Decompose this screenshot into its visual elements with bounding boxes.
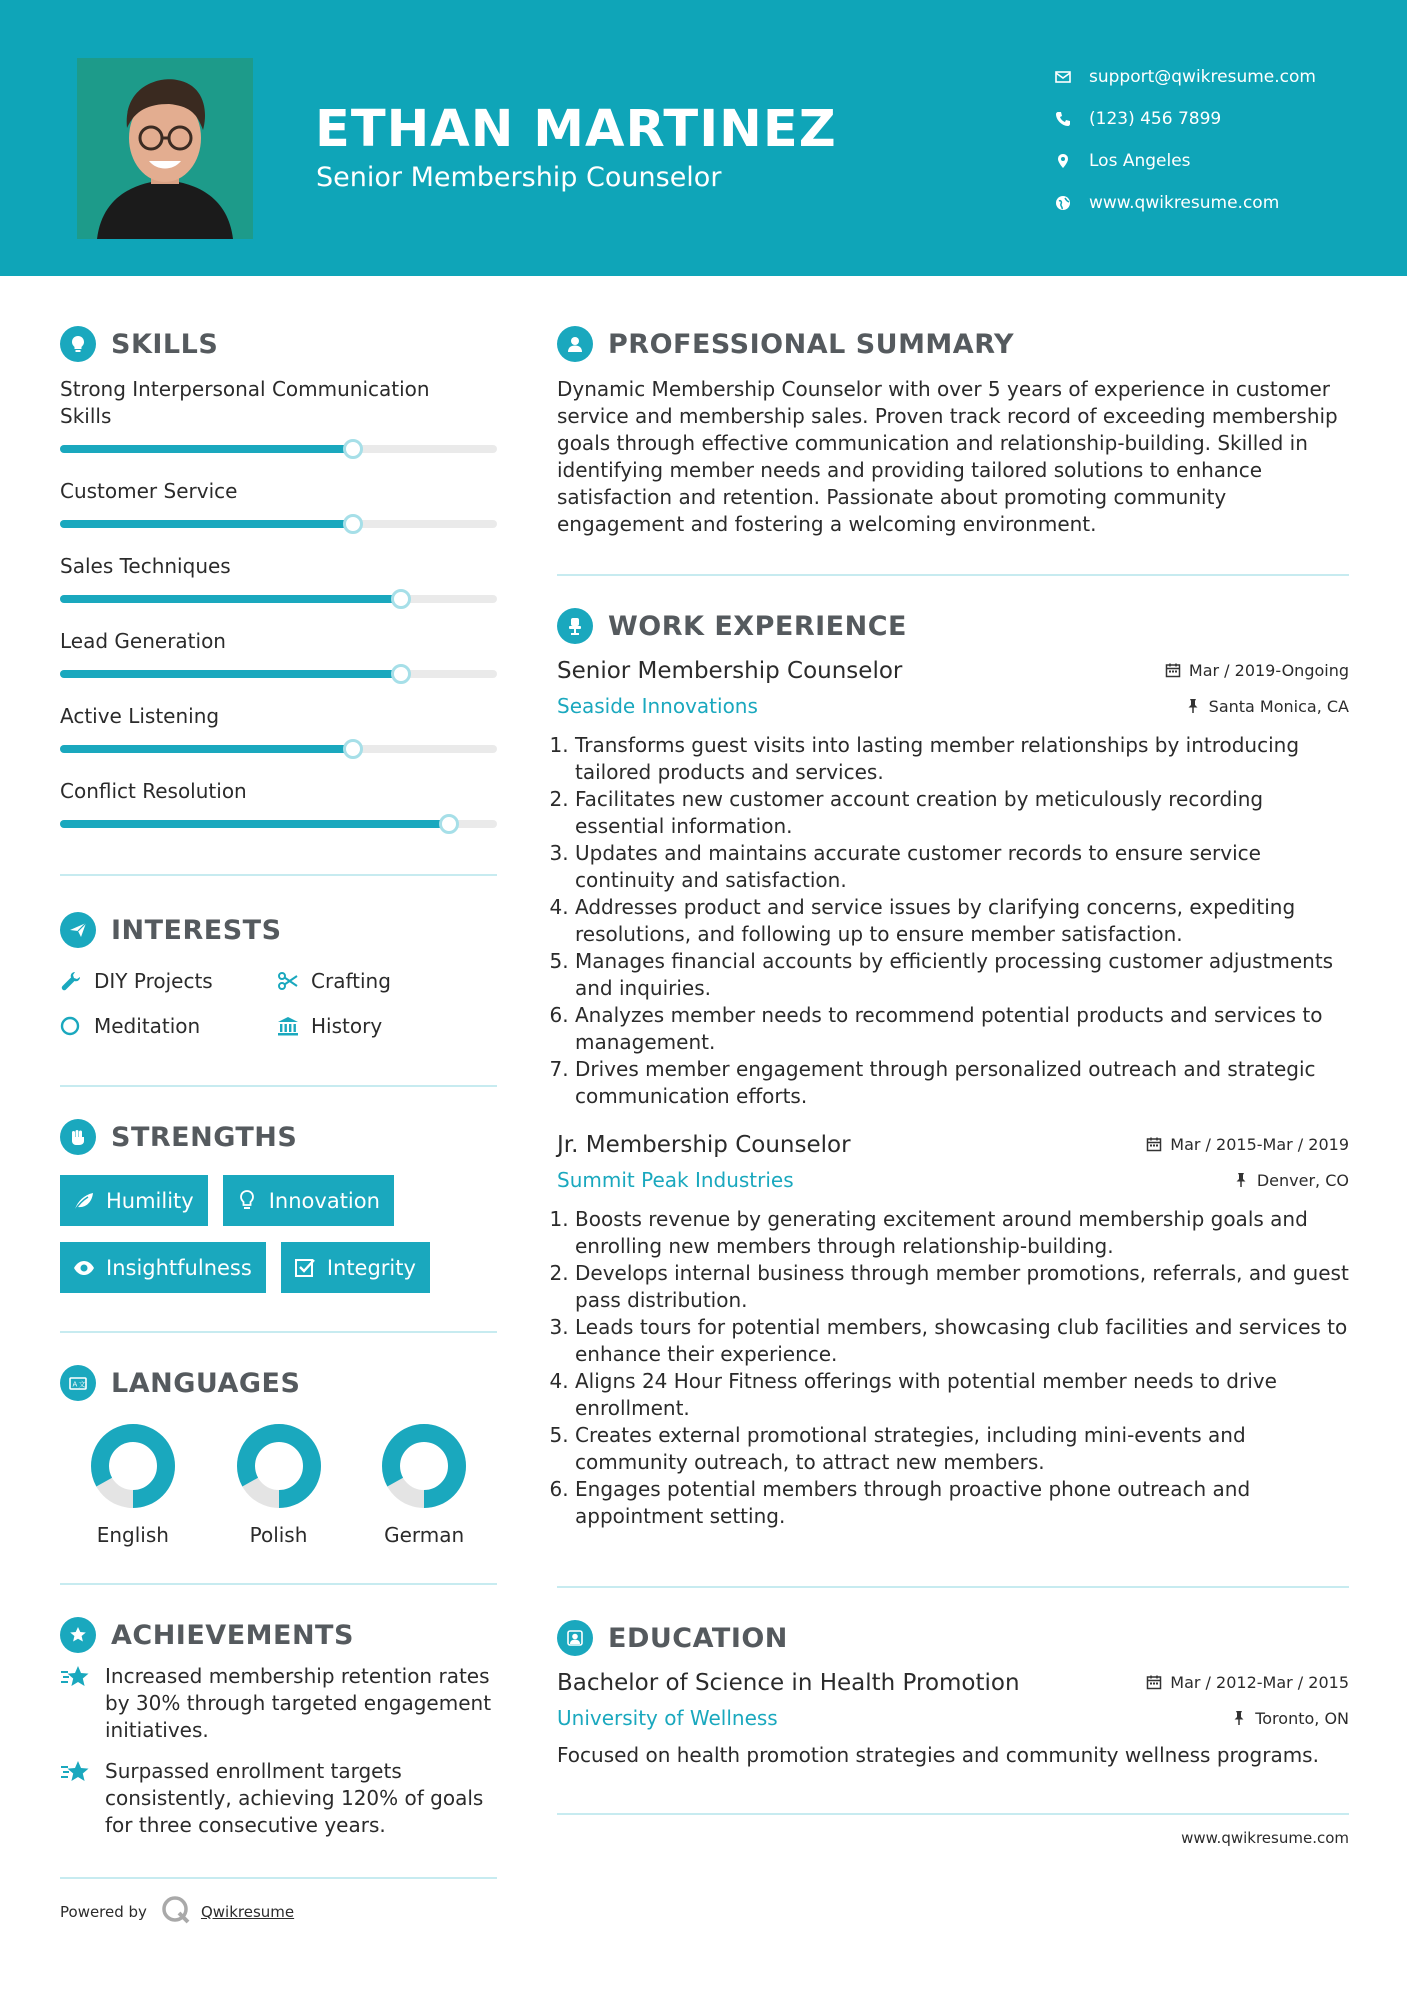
qwikresume-link[interactable]: Qwikresume <box>200 1903 295 1921</box>
experience-heading: WORK EXPERIENCE <box>608 610 907 642</box>
interest-item <box>60 968 277 993</box>
section-divider <box>60 1085 497 1087</box>
job-title: Jr. Membership Counselor <box>557 1132 851 1158</box>
contact-location <box>1055 140 1385 182</box>
powered-by <box>60 1895 497 1929</box>
section-divider <box>60 874 497 876</box>
language-item <box>206 1423 352 1547</box>
star-icon <box>60 1758 105 1839</box>
wrench-icon <box>60 970 94 992</box>
pushpin-icon <box>1185 698 1201 714</box>
section-divider <box>60 1877 497 1879</box>
achievement-text: Surpassed enrollment targets consistently, achieving 120% of goals for three consecutive years. <box>105 1759 484 1837</box>
footer-website[interactable]: www.qwikresume.com <box>1181 1829 1349 1847</box>
skill-level-fill <box>60 745 353 753</box>
duty-item: 6. Analyzes member needs to recommend potential products and services to management. <box>575 1002 1349 1056</box>
skills-section <box>60 324 497 828</box>
job-location <box>1185 697 1349 716</box>
languages-heading: LANGUAGES <box>111 1367 301 1399</box>
phone-text: (123) 456 7899 <box>1089 109 1222 129</box>
paper-plane-icon <box>60 912 96 948</box>
summary-heading: PROFESSIONAL SUMMARY <box>608 328 1015 360</box>
summary-section <box>557 324 1349 538</box>
education-heading: EDUCATION <box>608 1622 788 1654</box>
duty-item: 2. Develops internal business through member promotions, referrals, and guest pass distribution. <box>575 1260 1349 1314</box>
lightbulb-icon <box>60 326 96 362</box>
education-description: Focused on health promotion strategies and community wellness programs. <box>557 1743 1319 1767</box>
strengths-section <box>60 1117 497 1293</box>
job-date-text: Mar / 2015-Mar / 2019 <box>1170 1134 1349 1154</box>
skill-level-bar <box>60 445 497 453</box>
skill-level-bar <box>60 820 497 828</box>
duty-item: 3. Leads tours for potential members, showcasing club facilities and services to enhance their experience. <box>575 1314 1349 1368</box>
globe-icon <box>1055 195 1089 211</box>
contact-list <box>1055 56 1385 224</box>
candidate-name: ETHAN MARTINEZ <box>315 100 837 159</box>
school-name: University of Wellness <box>557 1706 778 1730</box>
skill-item <box>60 628 497 678</box>
job-entry <box>557 1132 1349 1530</box>
summary-text: Dynamic Membership Counselor with over 5 years of experience in customer service and membership sales. Proven track record of exceeding membership goals through effective communication and relationship-building. Skilled in identifying member needs and providing tailored solutions to enhance satisfaction and retention. Passionate about promoting community engagement and fostering a welcoming environment. <box>557 377 1338 536</box>
experience-section <box>557 606 1349 1530</box>
skill-item <box>60 376 497 453</box>
location-text: Los Angeles <box>1089 151 1191 171</box>
skill-level-bar <box>60 595 497 603</box>
skill-level-handle <box>343 514 363 534</box>
skill-label: Lead Generation <box>60 629 226 653</box>
skill-level-handle <box>439 814 459 834</box>
section-divider <box>60 1331 497 1333</box>
resume-header <box>0 0 1407 276</box>
skill-level-bar <box>60 745 497 753</box>
section-divider <box>557 1586 1349 1588</box>
strength-label: Insightfulness <box>106 1255 252 1280</box>
achievement-item <box>60 1663 497 1744</box>
skill-label: Active Listening <box>60 704 220 728</box>
pushpin-icon <box>1231 1710 1247 1726</box>
skill-level-fill <box>60 670 401 678</box>
education-location-text: Toronto, ON <box>1255 1708 1349 1728</box>
calendar-icon <box>1146 1674 1162 1690</box>
strength-chip <box>60 1175 208 1226</box>
website-text: www.qwikresume.com <box>1089 193 1280 213</box>
interests-section <box>60 910 497 1038</box>
languages-list <box>60 1423 497 1547</box>
job-duties <box>557 1206 1349 1530</box>
duty-item: 4. Addresses product and service issues by clarifying concerns, expediting resolutions, and following up to ensure member satisfaction. <box>575 894 1349 948</box>
email-text: support@qwikresume.com <box>1089 67 1316 87</box>
profile-photo <box>77 58 253 239</box>
skill-level-handle <box>391 589 411 609</box>
calendar-icon <box>1165 662 1181 678</box>
envelope-icon <box>1055 69 1089 85</box>
skill-level-handle <box>343 739 363 759</box>
strengths-heading: STRENGTHS <box>111 1121 298 1153</box>
duty-item: 6. Engages potential members through proactive phone outreach and appointment setting. <box>575 1476 1349 1530</box>
scissors-icon <box>277 970 311 992</box>
skill-level-handle <box>343 439 363 459</box>
company-name: Summit Peak Industries <box>557 1168 794 1192</box>
right-column <box>557 276 1349 1847</box>
skill-level-fill <box>60 820 449 828</box>
map-pin-icon <box>1055 153 1089 169</box>
job-date <box>1146 1135 1349 1154</box>
skills-list <box>60 376 497 828</box>
interests-heading: INTERESTS <box>111 914 282 946</box>
section-divider <box>557 574 1349 576</box>
strength-label: Innovation <box>268 1188 380 1213</box>
education-date <box>1146 1673 1349 1692</box>
job-location-text: Denver, CO <box>1256 1170 1349 1190</box>
strength-label: Humility <box>106 1188 194 1213</box>
job-location <box>1233 1171 1349 1190</box>
job-duties <box>557 732 1349 1110</box>
lightbulb-icon <box>235 1189 259 1213</box>
duty-item: 3. Updates and maintains accurate customer records to ensure service continuity and satisfaction. <box>575 840 1349 894</box>
skill-level-handle <box>391 664 411 684</box>
duty-item: 4. Aligns 24 Hour Fitness offerings with potential member needs to drive enrollment. <box>575 1368 1349 1422</box>
candidate-title: Senior Membership Counselor <box>316 162 722 193</box>
strength-chip <box>60 1242 266 1293</box>
svg-text:A: A <box>72 1380 78 1389</box>
language-item <box>60 1423 206 1547</box>
star-badge-icon <box>60 1617 96 1653</box>
circle-icon <box>60 1015 94 1037</box>
interest-item <box>60 1013 277 1038</box>
achievements-heading: ACHIEVEMENTS <box>111 1619 354 1651</box>
contact-website[interactable] <box>1055 182 1385 224</box>
leaf-icon <box>72 1189 96 1213</box>
language-label: German <box>384 1523 465 1547</box>
user-icon <box>557 326 593 362</box>
skill-label: Strong Interpersonal Communication Skills <box>60 377 430 428</box>
left-column <box>60 276 497 1929</box>
calendar-icon <box>1146 1136 1162 1152</box>
language-label: Polish <box>249 1523 308 1547</box>
skill-level-bar <box>60 670 497 678</box>
language-donut <box>236 1423 322 1509</box>
interest-item <box>277 1013 497 1038</box>
achievements-section <box>60 1615 497 1839</box>
job-title: Senior Membership Counselor <box>557 658 903 684</box>
qwikresume-logo-icon <box>161 1895 191 1929</box>
skill-level-fill <box>60 445 353 453</box>
checkbox-icon <box>293 1256 317 1280</box>
education-section <box>557 1618 1349 1769</box>
skills-heading: SKILLS <box>111 328 219 360</box>
education-date-text: Mar / 2012-Mar / 2015 <box>1170 1672 1349 1692</box>
contact-phone[interactable] <box>1055 98 1385 140</box>
company-name: Seaside Innovations <box>557 694 758 718</box>
strengths-list <box>60 1175 497 1293</box>
language-label: English <box>96 1523 169 1547</box>
strength-chip <box>223 1175 394 1226</box>
job-entry <box>557 658 1349 1110</box>
duty-item: 5. Manages financial accounts by efficiently processing customer adjustments and inquiries. <box>575 948 1349 1002</box>
pushpin-icon <box>1233 1172 1249 1188</box>
avatar <box>77 58 253 239</box>
skill-level-fill <box>60 520 353 528</box>
phone-icon <box>1055 111 1089 127</box>
job-location-text: Santa Monica, CA <box>1208 696 1349 716</box>
duty-item: 7. Drives member engagement through personalized outreach and strategic communication efforts. <box>575 1056 1349 1110</box>
section-divider <box>557 1813 1349 1815</box>
achievement-text: Increased membership retention rates by 30% through targeted engagement initiatives. <box>105 1664 492 1742</box>
skill-level-bar <box>60 520 497 528</box>
strength-chip <box>281 1242 430 1293</box>
degree-title: Bachelor of Science in Health Promotion <box>557 1670 1020 1696</box>
interest-label: Crafting <box>311 968 391 993</box>
fist-icon <box>60 1119 96 1155</box>
chair-icon <box>557 608 593 644</box>
star-icon <box>60 1663 105 1744</box>
interest-label: DIY Projects <box>94 968 213 993</box>
section-divider <box>60 1583 497 1585</box>
language-donut <box>90 1423 176 1509</box>
achievement-item <box>60 1758 497 1839</box>
duty-item: 1. Transforms guest visits into lasting member relationships by introducing tailored products and services. <box>575 732 1349 786</box>
skill-item <box>60 478 497 528</box>
interest-label: History <box>311 1013 383 1038</box>
duty-item: 1. Boosts revenue by generating excitement around membership goals and enrolling new members through relationship-building. <box>575 1206 1349 1260</box>
graduate-icon <box>557 1620 593 1656</box>
skill-label: Sales Techniques <box>60 554 231 578</box>
skill-item <box>60 703 497 753</box>
interest-label: Meditation <box>94 1013 201 1038</box>
languages-section <box>60 1363 497 1547</box>
translate-icon <box>60 1365 96 1401</box>
contact-email[interactable] <box>1055 56 1385 98</box>
interests-list <box>60 968 497 1038</box>
skill-item <box>60 778 497 828</box>
duty-item: 2. Facilitates new customer account creation by meticulously recording essential information. <box>575 786 1349 840</box>
strength-label: Integrity <box>326 1255 416 1280</box>
powered-by-label: Powered by <box>60 1903 147 1921</box>
education-location <box>1231 1709 1349 1728</box>
skill-label: Customer Service <box>60 479 238 503</box>
bank-icon <box>277 1015 311 1037</box>
svg-text:文: 文 <box>78 1380 86 1389</box>
skill-label: Conflict Resolution <box>60 779 247 803</box>
language-donut <box>381 1423 467 1509</box>
eye-icon <box>72 1256 96 1280</box>
skill-level-fill <box>60 595 401 603</box>
language-item <box>351 1423 497 1547</box>
job-date <box>1165 661 1349 680</box>
duty-item: 5. Creates external promotional strategies, including mini-events and community outreach, to attract new members. <box>575 1422 1349 1476</box>
interest-item <box>277 968 497 993</box>
job-date-text: Mar / 2019-Ongoing <box>1188 660 1349 680</box>
skill-item <box>60 553 497 603</box>
